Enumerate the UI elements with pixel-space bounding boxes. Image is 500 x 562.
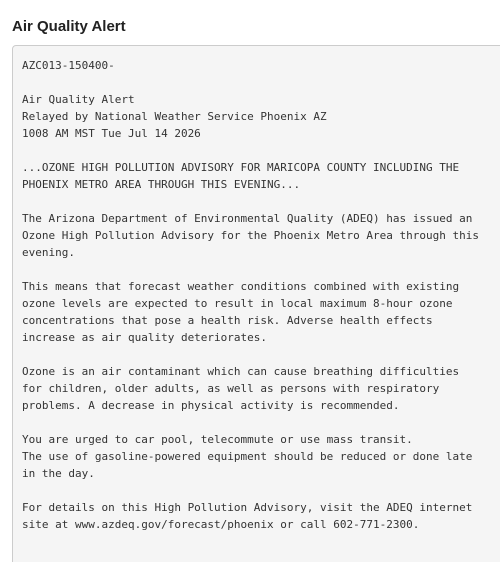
alert-title: Air Quality Alert [12,18,126,35]
bulletin-panel [12,45,500,562]
bulletin-text: AZC013-150400- Air Quality Alert Relayed by National Weather Service Phoenix AZ 1008 AM MST Tue Jul 14 2026 ...OZONE HIGH POLLUTION ADVISORY FOR MARICOPA COUNTY INCLUDING THE PHOENIX METRO AREA THROUGH THIS EVENING... The Arizona Department of Environmental Quality (ADEQ) has issued an Ozone High Pollution Advisory for the Phoenix Metro Area through this evening. This means that forecast weather conditions combined with existing ozone levels are expected to result in local maximum 8-hour ozone concentrations that pose a health risk. Adverse health effects increase as air quality deteriorates. Ozone is an air contaminant which can cause breathing difficulties for children, older adults, as well as persons with respiratory problems. A decrease in physical activity is recommended. You are urged to car pool, telecommute or use mass transit. The use of gasoline-powered equipment should be reduced or done late in the day. For details on this High Pollution Advisory, visit the ADEQ internet site at www.azdeq.gov/forecast/phoenix or call 602-771-2300. [22,59,479,531]
